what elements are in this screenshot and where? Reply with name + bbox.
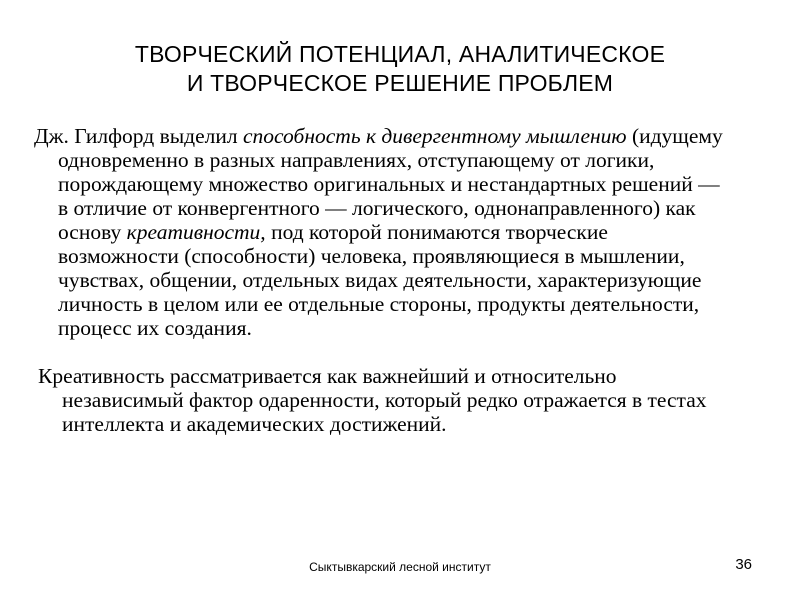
slide-title-line-1: ТВОРЧЕСКИЙ ПОТЕНЦИАЛ, АНАЛИТИЧЕСКОЕ xyxy=(134,41,666,67)
paragraph-1-italic-divergent-thinking: способность к дивергентному мышлению xyxy=(243,124,627,148)
paragraph-1-italic-creativity: креативности, xyxy=(126,220,266,244)
paragraph-creativity: Креативность рассматривается как важнейший и относительно независимый фактор одаренности, который редко отражается в тестах интеллекта и академических достижений. xyxy=(38,364,707,436)
slide-title xyxy=(0,40,800,98)
paragraph-1-text-1: Дж. Гилфорд выделил xyxy=(34,124,243,148)
paragraph-1-text-3: под которой понимаются творческие возможности (способности) человека, проявляющиеся в мышлении, чувствах, общении, отдельных видах деятельности, характеризующие личность в целом или ее отдельные стороны, продукты деятельности, процесс их создания. xyxy=(58,220,702,340)
page-number: 36 xyxy=(735,556,752,573)
slide-title-line-2: И ТВОРЧЕСКОЕ РЕШЕНИЕ ПРОБЛЕМ xyxy=(186,70,614,96)
paragraph-guilford xyxy=(34,124,734,340)
paragraph-1-text-2: (идущему одновременно в разных направлениях, отступающему от логики, порождающему множество оригинальных и нестандартных решений — в отличие от конвергентного — логического, однонаправленного) как основу xyxy=(58,124,723,244)
slide-body xyxy=(34,124,734,436)
footer-institute: Сыктывкарский лесной институт xyxy=(309,560,491,574)
